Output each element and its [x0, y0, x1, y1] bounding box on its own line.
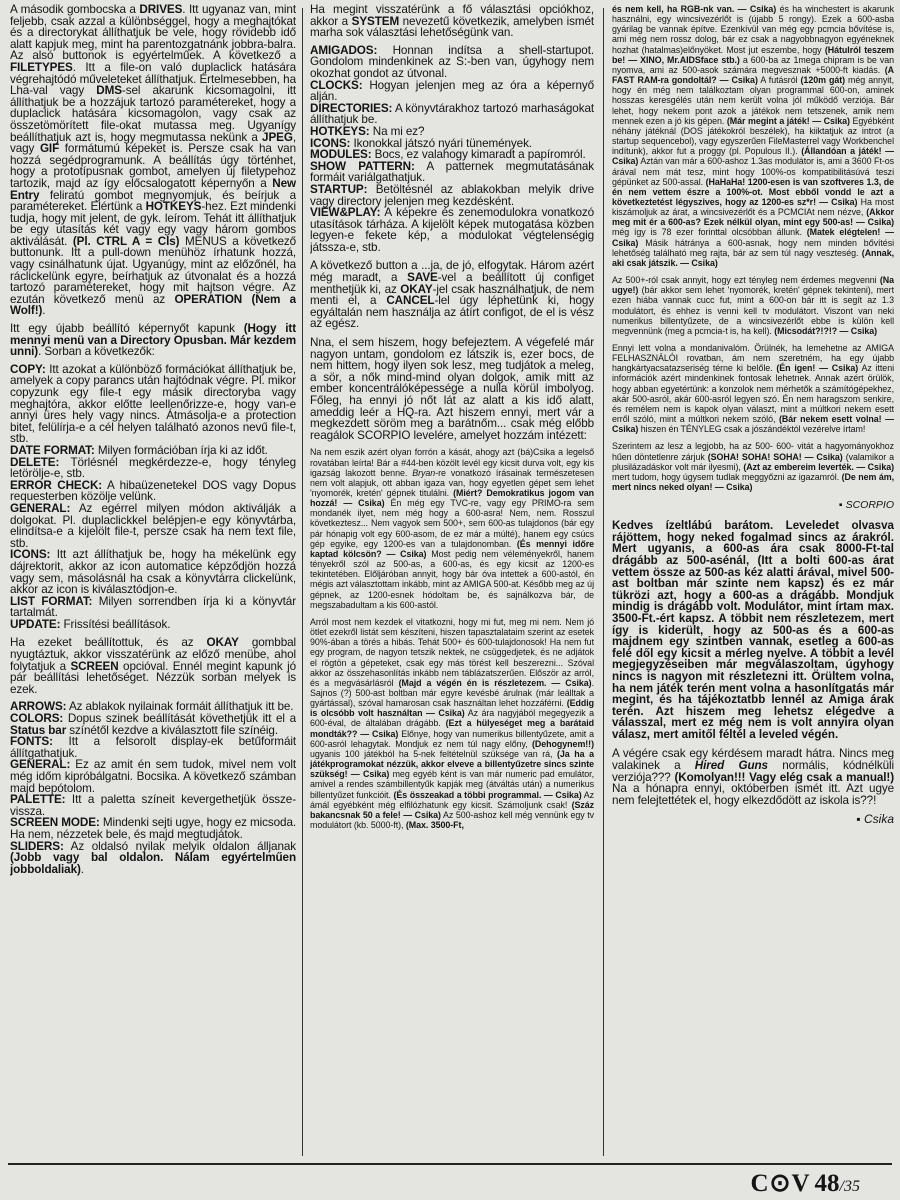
- screen-definitions: [10, 701, 296, 875]
- definition-item: [10, 364, 296, 445]
- definition-term: SHOW PATTERN:: [310, 159, 415, 173]
- system-paragraph: Ha megint visszatérünk a fő választási opciókhoz, akkor a SYSTEM nevezetű következik, amelyben ismét marha sok választási lehetőségünk van.: [310, 4, 594, 40]
- definition-item: [10, 619, 296, 631]
- definition-item: [310, 184, 594, 207]
- definition-term: FONTS:: [10, 735, 53, 749]
- definition-text: Ez az amit én sem tudok, mivel nem volt még időm kipróbálgatni. Bocsika. A következő számban majd bepótolom.: [10, 758, 296, 795]
- definition-item: [10, 736, 296, 759]
- definition-text: Ikonokkal játszó nyári tünemények.: [350, 136, 532, 150]
- letter-paragraph: Az 500+-ról csak annyit, hogy ezt tényleg nem érdemes megvenni (Na ugye!) (bár akkor sem lehet 'nyomorék, kretén' gépnek tekinteni), mert ezen hiába vannak cucc fut, mint a 600-on bár itt is segít az 1.3 modulátort, és ehhez is venni kell tv modulátort. Viszont van neki numerikus billentyűzete, de a wincsivezérlőt ebbe is külön kell megvennünk (meg a pcmcia-t is, ha kell). (Micsodát?!?!? — Csika): [612, 275, 894, 336]
- column-right: [612, 4, 894, 1156]
- definition-term: HOTKEYS:: [310, 124, 370, 138]
- definition-term: SCREEN MODE:: [10, 816, 100, 830]
- definition-text: Törlésnél megkérdezze-e, hogy tényleg letörölje-e, stb.: [10, 455, 296, 481]
- definition-item: [10, 457, 296, 480]
- definition-term: ARROWS:: [10, 700, 67, 714]
- definition-text: Milyen sorrendben írja ki a könyvtár tartalmát.: [10, 594, 296, 620]
- column-divider: [603, 8, 604, 1156]
- definition-term: ICONS:: [10, 548, 51, 562]
- definition-text: Betöltésnél az ablakokban melyik drive vagy directory jelenjen meg kezdésként.: [310, 182, 594, 208]
- definition-item: [10, 480, 296, 503]
- signature-scorpio: ▪ SCORPIO: [838, 499, 894, 512]
- definition-item: [10, 817, 296, 840]
- definition-text: Itt a felsorolt display-ek betűformáit állítgathatjuk.: [10, 735, 296, 760]
- signature-text: SCORPIO: [845, 499, 894, 512]
- definition-item: [10, 713, 296, 736]
- letter-paragraph: és nem kell, ha RGB-nk van. — Csika) és ha winchestert is akarunk használni, egy wincsivezérlőt is (újabb 5 rongy). Ezek a 600-asba gyárilag be vannak építve. Ezenkívül van még egy pcmcia bővítése is, ami még nem rossz dolog, bár ez csak a nagyobbnagyon egyéneknek hozhat (hatalmas)előnyöket. Most jut eszembe, hogy (Hátulról teszem be! — XINO, Mr.AIDSface stb.) a 600-ba az 1mega chipram is be van nyomva, ami az 500-asok számára megvesznak +5000-ft kiadás. (A FAST RAM-ra gondoltál? — Csika) A futásról (120m gát) még annyit, hogy én még nem találkoztam olyan programmal 600-on, aminek hosszas keresgélés után nem került volna jól működő verziója. Bár lehet, hogy nekem pont azok a játékok nem tetszenek, amik nem mennek ezen a jó kis gépen. (Már megint a játék! — Csika) Egyébként néhány játéknál (DOS játékokról beszélek), ha kiiktatjuk az introt (a startup sequencebol), vagy egyszerűen FileMasterrel vagy Workbenchel indítunk), akkor fut a proggy (pl. Populous II.). (Állandóan a játék! — Csika) Aztán van már a 600-ashoz 1.3as modulátor is, ami a 3600 Ft-os árával nem mát tesz, mint hogy 100%-os kompatibilitásúvá teszi gépünket az 500-assal. (HaHaHa! 1200-esen is van szoftveres 1.3, de én nem vettem észre a 100%-ot. Most ebből vondd le azt a következtetést légyszives, hogy az 1200-es sz*r! — Csika) Ha most kiszámoljuk az árat, a wincsivezérlőt és a PCMCIAt nem nézve, (Akkor meg mit ér a 600-as? Ezek nélkül olyan, mint egy 500-as! — Csika) még így is 78 ezer forinttal olcsóbban állunk. (Matek elégtelen! — Csika) Másik hátránya a 600-asnak, hogy nem minden bővítési lehetőség található meg rajta, bár az sem túl nagy veszteség. (Annak, aki csak játszik. — Csika): [612, 4, 894, 268]
- definition-term: COPY:: [10, 362, 46, 376]
- definition-text: Mindenki sejti ugye, hogy ez micsoda. Ha nem, nézzetek bele, és majd megtudjátok.: [10, 816, 296, 841]
- definition-item: [10, 841, 296, 876]
- page-number: 48: [814, 1170, 840, 1197]
- definition-item: [310, 80, 594, 103]
- definition-term: LIST FORMAT:: [10, 594, 93, 608]
- definition-text: Frissítési beállítások.: [60, 617, 171, 631]
- definition-text: Milyen formációban írja ki az időt.: [94, 443, 268, 457]
- definition-term: UPDATE:: [10, 617, 61, 631]
- definition-text: Bocs, ez valahogy kimaradt a papíromról.: [371, 148, 586, 162]
- operation-paragraph: Itt egy újabb beállító képernyőt kapunk (Hogy itt mennyi menü van a Directory Opusban. Már kezdem unni). Sorban a következők:: [10, 322, 296, 359]
- definition-item: [10, 596, 296, 619]
- system-definitions: [310, 45, 594, 254]
- column-middle: [310, 4, 594, 1156]
- definition-term: GENERAL:: [10, 501, 71, 515]
- definition-term: STARTUP:: [310, 182, 368, 196]
- definition-text: Na mi ez?: [369, 124, 425, 138]
- letter-paragraph: Ennyi lett volna a mondanivalóm. Örülnék, ha lemehetne az AMIGA FELHASZNÁLÓI rovatban, ám nem szeretném, ha egy újabb hangkártyacsatazseriség térne ki belőle. (Én igen! — Csika) Az itteni információk azért mindenkinek fontosak lehetnek. Annak azért örülök, hogy abban egyetértünk: a konzolok nem mérhetők a számítógépekhez, akár 500-asról, akár 600-asról legyen szó. Én nem haragszom senkire, és remélem nem is kapok olyan választ, mint a múltkori nekem esett erről szóló, mint a múltkori nekem szóló, (Bár nekem esett volna! — Csika) hiszen én TÉNYLEG csak a jószándéktól vezérelve írtam!: [612, 343, 894, 435]
- signature-csika: ▪ Csika: [856, 812, 894, 827]
- screen-paragraph: Ha ezeket beállítottuk, és az OKAY gombbal nyugtáztuk, akkor visszatérünk az előző menübe, ahol folytatjuk a SCREEN opcióval. Ennél megint kapunk jó pár beállítási lehetőséget. Nézzük sorban melyek is ezek.: [10, 636, 296, 696]
- final-paragraph: A végére csak egy kérdésem maradt hátra. Nincs meg valakinek a Hired Guns normális, kódnélküli verziója??? (Komolyan!!! Vagy elég csak a manual!) Na a hónapra ennyi, októberben ismét itt. Azt ugye nem felejtettétek el, hogy elkezdődött az iskola is??!: [612, 747, 894, 807]
- definition-item: [10, 503, 296, 549]
- definition-term: PALETTE:: [10, 793, 66, 807]
- definition-item: [310, 161, 594, 184]
- definition-term: ICONS:: [310, 136, 351, 150]
- definition-term: SLIDERS:: [10, 839, 64, 853]
- definition-term: CLOCKS:: [310, 78, 363, 92]
- definition-term: ERROR CHECK:: [10, 478, 103, 492]
- page-total: /35: [839, 1178, 860, 1195]
- magazine-logo: C⊙V: [750, 1170, 811, 1197]
- letter-paragraph: Arról most nem kezdek el vitatkozni, hogy mi fut, meg mi nem. Nem jó ötlet ezekről listát sem készíteni, hiszen tapasztalataim szerint az esetek 90%-ában a törés a hibás. Tehát 500+ és 600-tulajdonosok! Ha nem fut egy program, de nagyon tetszik nektek, ne csüggedjetek, és ne adjátok el rögtön a gépeteket, csak egy más törést kell beszerezni... Szóval akkor az összehasonlítás inkább nem táblázatszerűen. Először az arról, és a megvásárlásról (Majd a végén én is részletezem. — Csika). Sajnos (?) 500-ast boltban már egyre kevésbé árulnak (már leálltak a gyártással), szóval hamarosan csak használtan lehet hozzáférni. (Eddig is olcsóbb volt használtan — Csika) Az ára nagyjából megegyezik a 600-éval, de általában drágább. (Ezt a hülyeséget meg a barátaid mondták?? — Csika) Előnye, hogy van numerikus billentyűzete, amit a 600-asról lehagytak. Mondjuk ez nem túl nagy előny, (Dehogynem!!) ugyanis 100 játékból ha 5-nek feltételnül szüksége van rá, (Ja ha a játékprogramokat nézzük, akkor elveve a billentyűzetre sincs szinte szükség! — Csika) meg egyéb ként is van már numeric pad emulátor, amivel a rendes számbillentyűk kapják meg (átváltás után) a numerikus billentyűzet funkcióit. (És összeakad a többi programmal. — Csika) Az ámál egyébként még elfilózhatunk egy kicsit. Számoljunk csak! (Száz bakancsnak 50 a fele! — Csika) Az 500-ashoz kell még vennünk egy tv modulátort (kb. 5000-ft), (Max. 3500-Ft,: [310, 616, 594, 830]
- definition-term: AMIGADOS:: [310, 43, 378, 57]
- definition-text: Itt azokat a különböző formációkat állíthatjuk be, amelyek a copy parancs után hajtódnak végre. Pl. mikor copyzunk egy file-t egy másik directoryba vagy meghajtóra, akkor előtte leellenőrizze-e, hogy van-e annyi üres hely vagy nincs. Átmásolja-e a protection bitet, felülírja-e a cél helyen található azonos nevű file-t, stb.: [10, 362, 296, 446]
- definition-item: [10, 549, 296, 595]
- closing-paragraph: Nna, el sem hiszem, hogy befejeztem. A végefelé már nagyon untam, gondolom ez látszik is, ezer bocs, de nem hittem, hogy ilyen sok lesz, meg tudjátok a meleg, a sör, a nők mind-mind olyan dolgok, amik mitt az ember koncentrálóképessége a nulla körül imbolyog. Főleg, ha ennyi jó nőt lát az alatt a kis idő alatt, ameddig leér a HQ-ra. Azt hiszem ennyi, mert vár a megkezdett söröm meg a barátnőm... csak még előbb reagálok SCORPIO levelére, amelyet hozzám intézett:: [310, 336, 594, 442]
- definition-term: MODULES:: [310, 148, 372, 162]
- definition-term: DELETE:: [10, 455, 60, 469]
- definition-item: [310, 45, 594, 80]
- definition-text: A könyvtárakhoz tartozó marhaságokat állíthatjuk be.: [310, 101, 594, 127]
- definition-text: Az oldalsó nyilak melyik oldalon álljanak (Jobb vagy bal oldalon. Nálam egyértelműen jobboldaliak).: [10, 839, 296, 876]
- definition-item: [10, 759, 296, 794]
- definition-term: DIRECTORIES:: [310, 101, 393, 115]
- definition-text: Dopus szinek beállítását követhetjük itt el a Status bar színétől kezdve a kiválasztott file színéig.: [10, 712, 296, 737]
- definition-term: VIEW&PLAY:: [310, 206, 381, 220]
- definition-text: Az ablakok nyilainak formáit állíthatjuk itt be.: [66, 700, 294, 714]
- column-divider: [302, 8, 303, 1156]
- letter-paragraph: Szerintem az lesz a legjobb, ha az 500- 600- vitát a hagyományokhoz hűen döntetlenre zárjuk (SOHA! SOHA! SOHA! — Csika) (valamikor a plusilázadáskor volt már ilyesmi), (Azt az embereim leverték. — Csika) mert tudom, hogy úgysem tudlak meggyőzni az igazamról. (De nem ám, mert nincs neked olyan! — Csika): [612, 441, 894, 493]
- column-left: [10, 4, 296, 1156]
- definition-term: GENERAL:: [10, 758, 71, 772]
- buttons-paragraph: A következő button a ...ja, de jó, elfogytak. Három azért még maradt, a SAVE-vel a beállított új configet menthetjük ki, az OKAY-jel csak használhatjuk, de nem menti el, a CANCEL-lel úgy léphetünk ki, hogy egyáltalán nem használja az átírt configot, de el is vész az egész.: [310, 259, 594, 331]
- definition-term: COLORS:: [10, 712, 64, 726]
- letter-paragraph: Na nem eszik azért olyan forrón a kását, ahogy azt (bá)Csika a legelső rovatában leírta! Bár a #44-ben közölt levél egy kicsit durva volt, egy kis igazság lakozott benne. Bryan-re vonatkozó írásainak természetesen nem volt alapjuk, ott abban igaza van, hogy egyetlen gépet sem lehet 'nyomorék, kretén' gépnek titulálni. (Miért? Demokratikus jogom van hozzá! — Csika) Én még egy TVC-re, vagy egy PRIMO-ra sem mondanék ilyet, nem még hogy a 600-asra! Nem, nem. Rosszul következtesz... Nem vagyok sem 500+, sem 600-as tulajdonos (bár egy pár hónapig volt egy 600-asom, de ez már a múlté), hanem egy csúcs gép egyike, egy 1200-es van a tulajdonomban. (És mennyi időre kaptad kölcsön? — Csika) Most pedig nem véleményekről, hanem tényekről szól az 500-as, a 600-as, és egy kicsit az 1200-es tekintetében. Előljáróban annyit, hogy bár óva intettek a 600-astól, én mégis azt választottam inkább, mint az AMIGA 500-at. Később meg az új gépnek, az 1200-esnek hódoltam be, és sajnálkozva bár, de megszabadultam a kis 600-astól.: [310, 447, 594, 610]
- intro-paragraph: A második gombocska a DRIVES. Itt ugyanaz van, mint feljebb, csak azzal a különbséggel, hogy a meghajtókat és a directorykat állíthatjuk be vele, hogy rövidebb idő alatt kapjuk meg, mint ha parentozgatnánk jobbra-balra. Az alsó buttonok is egyértelműek. A következő a FILETYPES. Itt a file-on való duplaclick hatására végrehajtódó műveleteket állíthatjuk. Értelmesebben, ha Lha-val vagy DMS-sel akarunk kicsomagolni, itt állíthatjuk be a hozzájuk tartozó paramétereket, hogy a duplaclick hatására kicsomagolon, vagy csak az összetömörített file-okat mutassa meg. Ugyanígy beállíthatjuk azt is, hogy megmutassa nekünk a JPEG, vagy GIF formátumú képeket is. Persze csak ha van hozzá segédprogramunk. A beállítás úgy történhet, hogy a prototípusnak gombot, amelyen új filetypehoz tartozik, majd az így előcsalogatott képernyőn a New Entry feliratú gombot megnyomjuk, és beírjuk a paramétereket. Elértünk a HOTKEYS-hez. Ezt mindenki tudja, hogy mit jelent, de gyk. leírom. Tehát itt állíthatjuk be egy utasítás két vagy egy vagy három gombos aktiválását. (Pl. CTRL A = Cls) MENUS a következő buttonunk. Itt a pull-down menühöz írhatunk hozzá, vagy csinálhatunk újat. Ugyanúgy, mint az előzőnél, ha ráclickelünk egyre, beírhatjuk az útvonalat és a hozzá tartozó paramétereket, hogy mit hajtson végre. Az ezután következő menü az OPERATION (Nem a Wolf!).: [10, 4, 296, 318]
- definition-text: Itt a paletta színeit kevergethetjük össze-vissza.: [10, 793, 296, 818]
- reply-paragraph: Kedves ízeltlábú barátom. Leveledet olvasva rájöttem, hogy neked fogalmad sincs az árakról. Mert ugyanis, a 600-as ára csak 8000-Ft-tal drágább az 500-asénál, (Itt a bolti 600-as árat vettem össze az 500-as kéz alatti árával, mivel 500-ast boltban már szinte nem kapsz) és ez már tükrözi azt, hogy a 600-as a drágább. Mondjuk mindig is drágább volt. Modulátor, mint írtam max. 3500-Ft.-ért kapsz. A többit nem részletezem, mert így is kiderült, hogy az 500-as és a 600-as majdnem egy szintben vannak, esetleg a 600-as felé dől egy kicsit a mérleg nyelve. A többit a levél megjegyzéseiben már megválaszoltam, úgyhogy nincs is nagyon mit részletezni itt. Örültem volna, ha nem játék terén ment volna a hasonlítgatás már megint, és ha tájékoztatbb lennél az Amiga árak terén. Azt hiszem meg lehetsz elégedve a válasszal, mert ez még nem is volt annyira olyan válasz, mert amitől féltél a leveled végén.: [612, 519, 894, 741]
- definition-text: Honnan indítsa a shell-startupot. Gondolom mindenkinek az S:-ben van, úgyhogy nem okozhat gondot az útvonal.: [310, 43, 594, 80]
- definition-text: A képekre és zenemodulokra vonatkozó utasítások tárháza. A kijelölt képek mutogatása közben legyen-e fekete kép, a modulokat végtelenségig játssza-e, stb.: [310, 206, 594, 254]
- definition-item: [310, 103, 594, 126]
- definition-text: A hibaüzenetekel DOS vagy Dopus requesterben közölje velünk.: [10, 478, 296, 504]
- definition-term: DATE FORMAT:: [10, 443, 95, 457]
- footer-rule: [8, 1163, 892, 1165]
- signature-text: Csika: [863, 812, 894, 827]
- operation-definitions: [10, 364, 296, 631]
- definition-text: Hogyan jelenjen meg az óra a képernyő alján.: [310, 78, 594, 104]
- page-footer: [750, 1168, 860, 1198]
- definition-item: [310, 207, 594, 253]
- definition-text: Az egérrel milyen módon aktiválják a dolgokat. Pl. duplaclickkel belépjen-e egy könyvtárba, elindítsa-e a kijelölt file-t, persze csak ha nem text file, stb.: [10, 501, 296, 550]
- definition-item: [10, 794, 296, 817]
- definition-text: A patternek megmutatásának formáit variálgathatjuk.: [310, 159, 594, 185]
- definition-text: Itt azt állíthatjuk be, hogy ha mékelünk egy dájrektorit, akkor az icon automatice képződjön hozzá vagy sem, másolásnál ha csak a könyvtárra clickelünk, akkor az icon is kiválasztódjon-e.: [10, 548, 296, 597]
